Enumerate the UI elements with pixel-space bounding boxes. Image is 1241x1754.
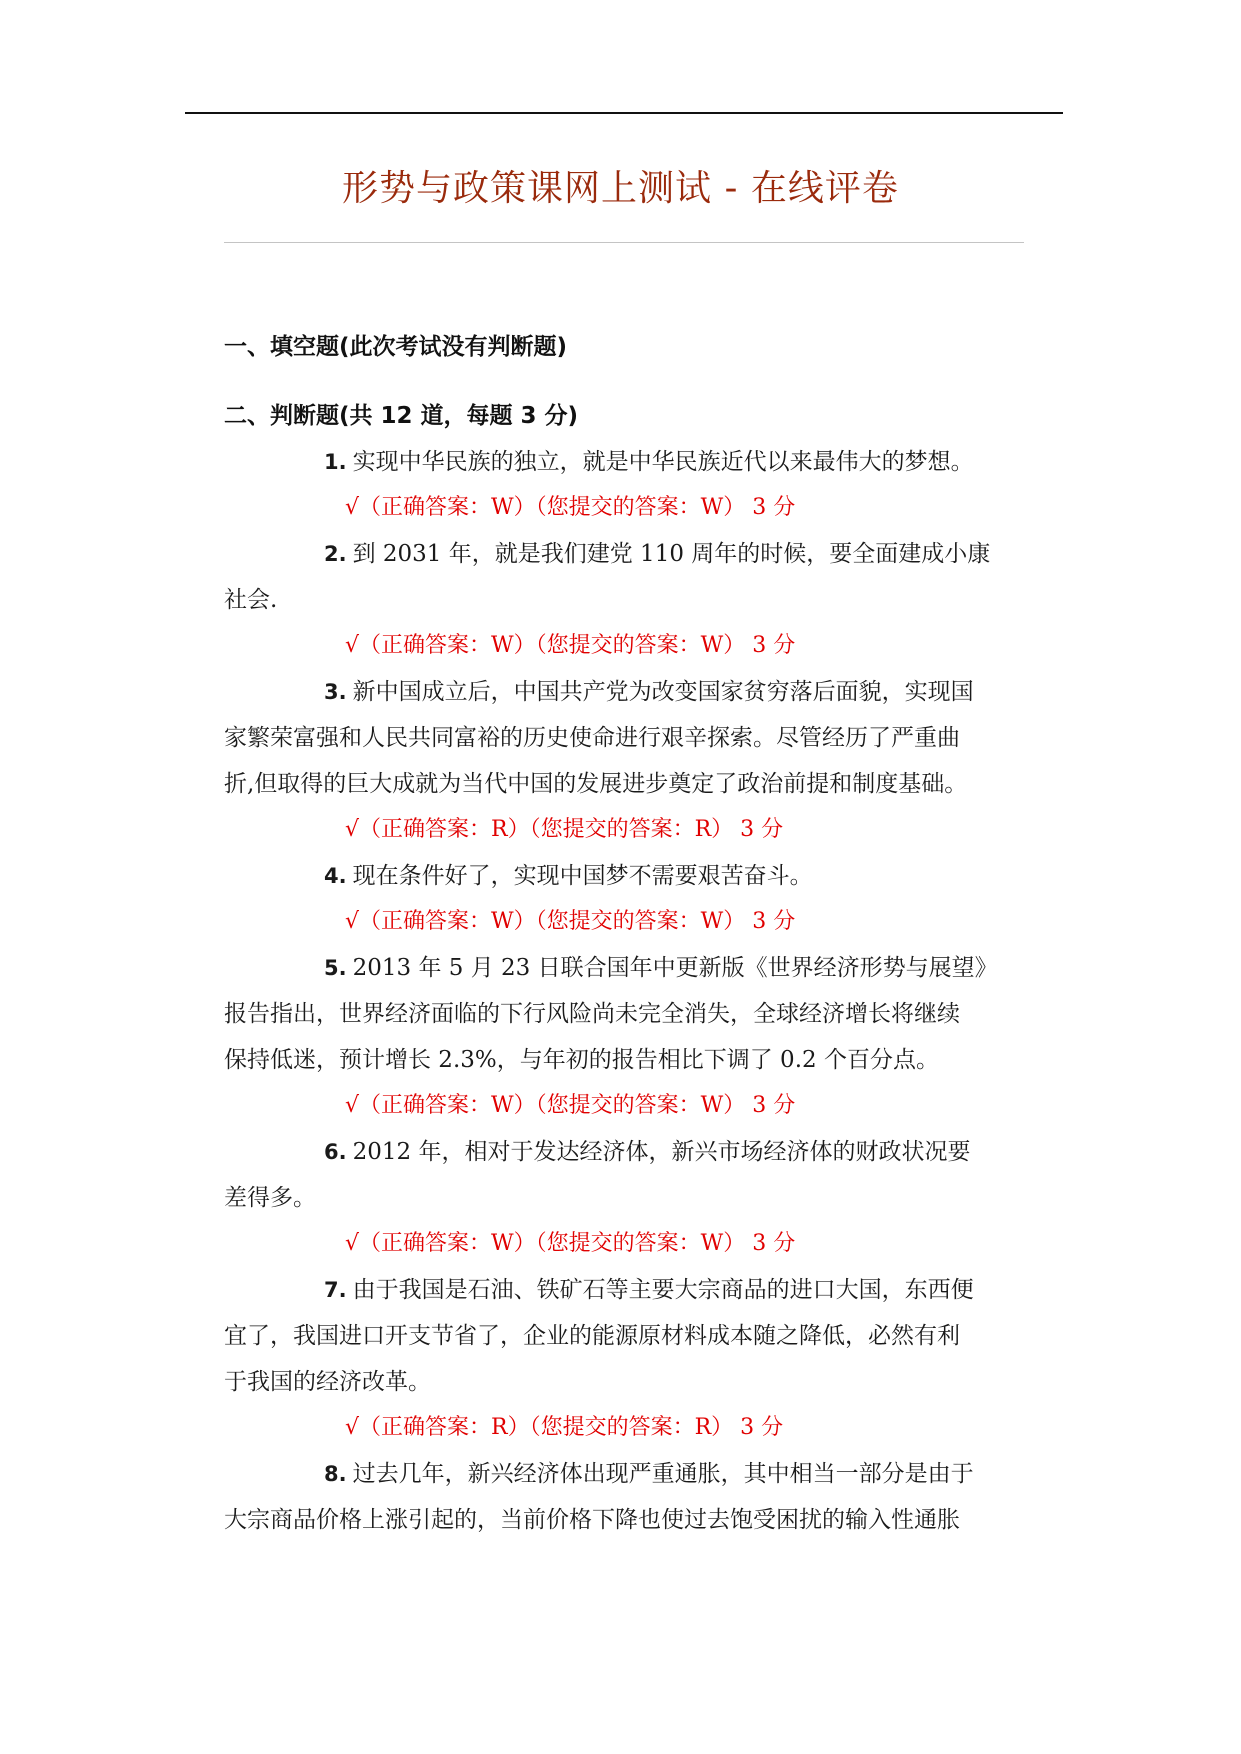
question-number: 7. [324, 1278, 347, 1302]
question-text: 折,但取得的巨大成就为当代中国的发展进步奠定了政治前提和制度基础。 [224, 771, 968, 797]
question-line [224, 585, 1024, 615]
question-text: 于我国的经济改革。 [224, 1369, 431, 1395]
question-first-line [224, 1275, 1024, 1305]
question-first-line [224, 447, 1024, 477]
question-text: 过去几年，新兴经济体出现严重通胀，其中相当一部分是由于 [352, 1461, 974, 1487]
question-text: 到 2031 年，就是我们建党 110 周年的时候，要全面建成小康 [352, 541, 991, 567]
question-line [224, 999, 1024, 1029]
section-heading-fill-blank: 一、填空题(此次考试没有判断题) [224, 334, 568, 360]
question-text: 家繁荣富强和人民共同富裕的历史使命进行艰辛探索。尽管经历了严重曲 [224, 725, 960, 751]
question-first-line [224, 953, 1024, 983]
question-line [224, 1367, 1024, 1397]
answer-result: √（正确答案：R）（您提交的答案：R） 3 分 [345, 1415, 784, 1440]
question-text: 由于我国是石油、铁矿石等主要大宗商品的进口大国，东西便 [352, 1277, 974, 1303]
question-number: 3. [324, 680, 347, 704]
question-number: 1. [324, 450, 347, 474]
question-number: 6. [324, 1140, 347, 1164]
question-line [224, 723, 1024, 753]
question-text: 2012 年，相对于发达经济体，新兴市场经济体的财政状况要 [352, 1139, 971, 1165]
question-first-line [224, 539, 1024, 569]
question-text: 社会. [224, 587, 278, 613]
question-text: 保持低迷，预计增长 2.3%，与年初的报告相比下调了 0.2 个百分点。 [224, 1047, 939, 1073]
answer-result: √（正确答案：W）（您提交的答案：W） 3 分 [345, 633, 796, 658]
question-text: 大宗商品价格上涨引起的，当前价格下降也使过去饱受困扰的输入性通胀 [224, 1507, 960, 1533]
question-text: 现在条件好了，实现中国梦不需要艰苦奋斗。 [352, 863, 813, 889]
question-number: 5. [324, 956, 347, 980]
section-heading-true-false: 二、判断题(共 12 道，每题 3 分) [224, 403, 579, 429]
question-first-line [224, 861, 1024, 891]
answer-result: √（正确答案：R）（您提交的答案：R） 3 分 [345, 817, 784, 842]
question-number: 4. [324, 864, 347, 888]
answer-result: √（正确答案：W）（您提交的答案：W） 3 分 [345, 1093, 796, 1118]
question-first-line [224, 1459, 1024, 1489]
question-number: 8. [324, 1462, 347, 1486]
question-line [224, 1045, 1024, 1075]
answer-result: √（正确答案：W）（您提交的答案：W） 3 分 [345, 495, 796, 520]
answer-result: √（正确答案：W）（您提交的答案：W） 3 分 [345, 909, 796, 934]
question-text: 实现中华民族的独立，就是中华民族近代以来最伟大的梦想。 [352, 449, 974, 475]
question-line [224, 1505, 1024, 1535]
page-title: 形势与政策课网上测试 - 在线评卷 [342, 168, 899, 209]
question-first-line [224, 1137, 1024, 1167]
answer-result: √（正确答案：W）（您提交的答案：W） 3 分 [345, 1231, 796, 1256]
question-first-line [224, 677, 1024, 707]
question-line [224, 769, 1024, 799]
question-number: 2. [324, 542, 347, 566]
question-text: 宜了，我国进口开支节省了，企业的能源原材料成本随之降低，必然有利 [224, 1323, 960, 1349]
question-text: 新中国成立后，中国共产党为改变国家贫穷落后面貌，实现国 [352, 679, 974, 705]
question-text: 报告指出，世界经济面临的下行风险尚未完全消失，全球经济增长将继续 [224, 1001, 960, 1027]
question-text: 2013 年 5 月 23 日联合国年中更新版《世界经济形势与展望》 [352, 955, 998, 981]
question-text: 差得多。 [224, 1185, 316, 1211]
question-line [224, 1321, 1024, 1351]
question-line [224, 1183, 1024, 1213]
